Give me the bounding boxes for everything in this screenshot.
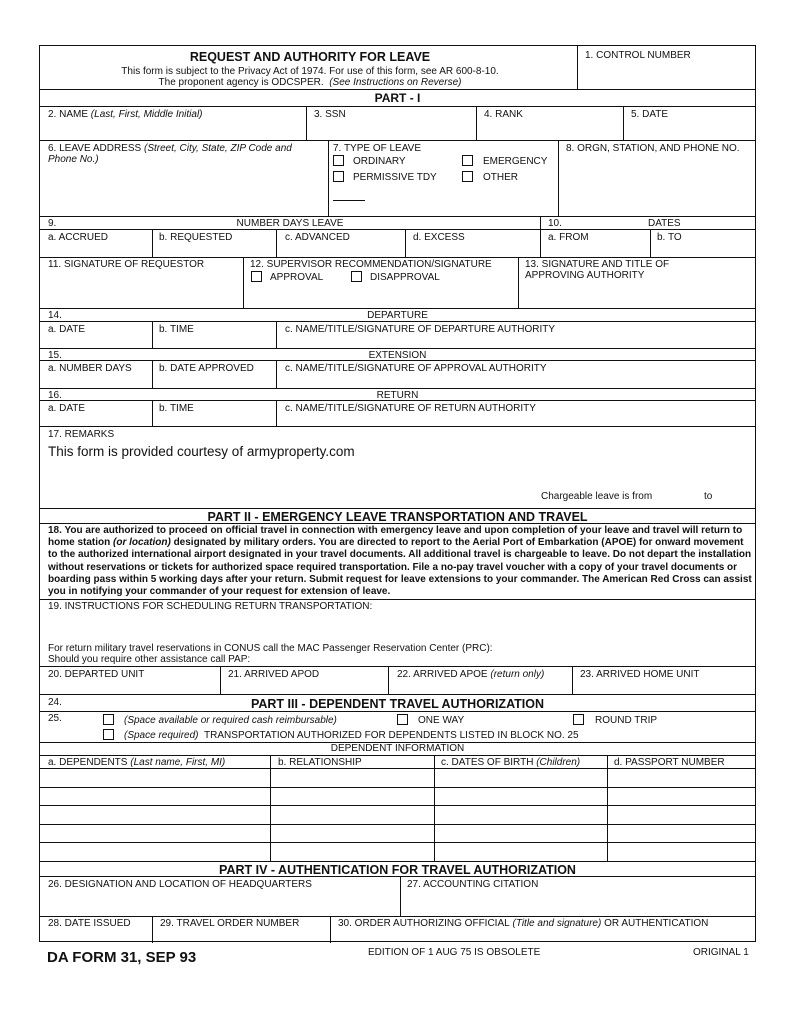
departure-time-label[interactable]: b. TIME (159, 324, 194, 335)
item14-number: 14. (48, 310, 62, 321)
type-of-leave-label: 7. TYPE OF LEAVE (333, 143, 421, 154)
number-days-leave-label: NUMBER DAYS LEAVE (236, 218, 344, 229)
arrived-apoe-label[interactable]: 22. ARRIVED APOE (return only) (397, 669, 545, 680)
ordinary-label: ORDINARY (353, 156, 406, 167)
pap-line: Should you require other assistance call PAP: (48, 654, 251, 665)
dates-label: DATES (648, 218, 681, 229)
part3-heading: PART III - DEPENDENT TRAVEL AUTHORIZATION (250, 697, 545, 711)
emergency-checkbox[interactable] (462, 155, 473, 166)
order-authorizing-official-label[interactable]: 30. ORDER AUTHORIZING OFFICIAL (Title and signature) OR AUTHENTICATION (338, 918, 709, 929)
supervisor-recommendation-label: 12. SUPERVISOR RECOMMENDATION/SIGNATURE (250, 259, 492, 270)
departure-heading: DEPARTURE (367, 310, 428, 321)
form-id: DA FORM 31, SEP 93 (47, 949, 197, 966)
approval-label: APPROVAL (270, 272, 324, 283)
part4-heading: PART IV - AUTHENTICATION FOR TRAVEL AUTHORIZATION (219, 863, 576, 877)
date-issued-label[interactable]: 28. DATE ISSUED (48, 918, 131, 929)
return-time-label[interactable]: b. TIME (159, 403, 194, 414)
dob-column-header: c. DATES OF BIRTH (Children) (441, 757, 581, 768)
item24-number: 24. (48, 697, 62, 708)
instructions-note: (See Instructions on Reverse) (329, 77, 462, 88)
travel-order-number-label[interactable]: 29. TRAVEL ORDER NUMBER (160, 918, 300, 929)
passport-column-header: d. PASSPORT NUMBER (614, 757, 725, 768)
table-row[interactable] (40, 787, 755, 788)
item25-number: 25. (48, 713, 62, 724)
orgn-label[interactable]: 8. ORGN, STATION, AND PHONE NO. (566, 143, 740, 154)
leave-address-hint: Phone No.) (48, 154, 99, 165)
emergency-label: EMERGENCY (483, 156, 548, 167)
requested-label[interactable]: b. REQUESTED (159, 232, 233, 243)
accounting-citation-label[interactable]: 27. ACCOUNTING CITATION (407, 879, 539, 890)
instructions-label: 19. INSTRUCTIONS FOR SCHEDULING RETURN TRANSPORTATION: (48, 601, 373, 612)
to-label[interactable]: b. TO (657, 232, 682, 243)
one-way-label: ONE WAY (418, 715, 465, 726)
table-row[interactable] (40, 861, 755, 862)
from-label[interactable]: a. FROM (548, 232, 589, 243)
other-label: OTHER (483, 172, 518, 183)
leave-address-label[interactable]: 6. LEAVE ADDRESS (Street, City, State, ZIP Code and (48, 143, 292, 154)
approving-authority-label-2: APPROVING AUTHORITY (525, 270, 645, 281)
table-row[interactable] (40, 842, 755, 843)
signature-requestor-label[interactable]: 11. SIGNATURE OF REQUESTOR (48, 259, 205, 270)
item18-paragraph: 18. You are authorized to proceed on official travel in connection with emergency leave and upon completion of your leave and travel will return to home station (or location) designated by military orders. You are directed to report to the Aerial Port of Embarkation (APOE) for onward movement to the authorized international airport designated in your travel documents. All additional travel is chargeable to leave. Do not depart the installation without reservations or tickets for authorized space required transportation. File a no-pay travel voucher with a copy of your travel documents or boarding pass within 5 working days after your return. Submit request for leave extensions to your commander. The American Red Cross can assist you in notifying your commander of your request for extension of leave. (48, 525, 752, 598)
disapproval-label: DISAPPROVAL (370, 272, 440, 283)
approving-authority-label-1[interactable]: 13. SIGNATURE AND TITLE OF (525, 259, 670, 270)
space-available-label: (Space available or required cash reimbursable) (124, 715, 337, 726)
name-label[interactable]: 2. NAME (Last, First, Middle Initial) (48, 109, 203, 120)
excess-label[interactable]: d. EXCESS (413, 232, 465, 243)
privacy-line: This form is subject to the Privacy Act of 1974. For use of this form, see AR 600-8-10. (121, 66, 499, 77)
space-required-line: (Space required) TRANSPORTATION AUTHORIZED FOR DEPENDENTS LISTED IN BLOCK NO. 25 (124, 730, 579, 741)
extension-date-approved-label[interactable]: b. DATE APPROVED (159, 363, 254, 374)
control-number-label: 1. CONTROL NUMBER (585, 50, 691, 61)
departure-authority-label[interactable]: c. NAME/TITLE/SIGNATURE OF DEPARTURE AUTHORITY (285, 324, 556, 335)
advanced-label[interactable]: c. ADVANCED (285, 232, 350, 243)
ssn-label[interactable]: 3. SSN (314, 109, 346, 120)
space-available-checkbox[interactable] (103, 714, 114, 725)
table-row[interactable] (40, 824, 755, 825)
permissive-tdy-label: PERMISSIVE TDY (353, 172, 437, 183)
approval-checkbox[interactable] (251, 271, 262, 282)
leave-form (39, 45, 756, 942)
part2-heading: PART II - EMERGENCY LEAVE TRANSPORTATION AND TRAVEL (207, 510, 588, 524)
extension-days-label[interactable]: a. NUMBER DAYS (48, 363, 132, 374)
proponent-text: The proponent agency is ODCSPER. (158, 77, 324, 88)
table-row[interactable] (40, 805, 755, 806)
return-date-label[interactable]: a. DATE (48, 403, 86, 414)
departed-unit-label[interactable]: 20. DEPARTED UNIT (48, 669, 145, 680)
rank-label[interactable]: 4. RANK (484, 109, 523, 120)
one-way-checkbox[interactable] (397, 714, 408, 725)
conus-line: For return military travel reservations in CONUS call the MAC Passenger Reservation Center (PRC): (48, 643, 493, 654)
arrived-apod-label[interactable]: 21. ARRIVED APOD (228, 669, 320, 680)
extension-authority-label[interactable]: c. NAME/TITLE/SIGNATURE OF APPROVAL AUTHORITY (285, 363, 547, 374)
round-trip-checkbox[interactable] (573, 714, 584, 725)
departure-date-label[interactable]: a. DATE (48, 324, 86, 335)
round-trip-label: ROUND TRIP (595, 715, 658, 726)
designation-label[interactable]: 26. DESIGNATION AND LOCATION OF HEADQUARTERS (48, 879, 312, 890)
return-heading: RETURN (376, 390, 419, 401)
relationship-column-header: b. RELATIONSHIP (278, 757, 362, 768)
date-label[interactable]: 5. DATE (631, 109, 669, 120)
space-required-checkbox[interactable] (103, 729, 114, 740)
dependent-info-heading: DEPENDENT INFORMATION (330, 743, 465, 754)
other-checkbox[interactable] (462, 171, 473, 182)
chargeable-to-label: to (704, 491, 713, 502)
return-authority-label[interactable]: c. NAME/TITLE/SIGNATURE OF RETURN AUTHORITY (285, 403, 536, 414)
other-specify-line[interactable] (333, 200, 365, 201)
item10-number: 10. (548, 218, 562, 229)
item15-number: 15. (48, 350, 62, 361)
part1-heading: PART - I (374, 91, 421, 105)
disapproval-checkbox[interactable] (351, 271, 362, 282)
remarks-label[interactable]: 17. REMARKS (48, 429, 115, 440)
arrived-home-unit-label[interactable]: 23. ARRIVED HOME UNIT (580, 669, 700, 680)
edition-note: EDITION OF 1 AUG 75 IS OBSOLETE (368, 947, 541, 958)
proponent-line (40, 77, 580, 88)
copy-label: ORIGINAL 1 (693, 947, 749, 958)
remarks-text: This form is provided courtesy of armyproperty.com (48, 444, 355, 459)
dependents-column-header: a. DEPENDENTS (Last name, First, MI) (48, 757, 226, 768)
chargeable-from-label: Chargeable leave is from (541, 491, 653, 502)
form-title: REQUEST AND AUTHORITY FOR LEAVE (189, 50, 431, 64)
item16-number: 16. (48, 390, 62, 401)
accrued-label[interactable]: a. ACCRUED (48, 232, 109, 243)
extension-heading: EXTENSION (368, 350, 427, 361)
ordinary-checkbox[interactable] (333, 155, 344, 166)
permissive-tdy-checkbox[interactable] (333, 171, 344, 182)
item9-number: 9. (48, 218, 57, 229)
